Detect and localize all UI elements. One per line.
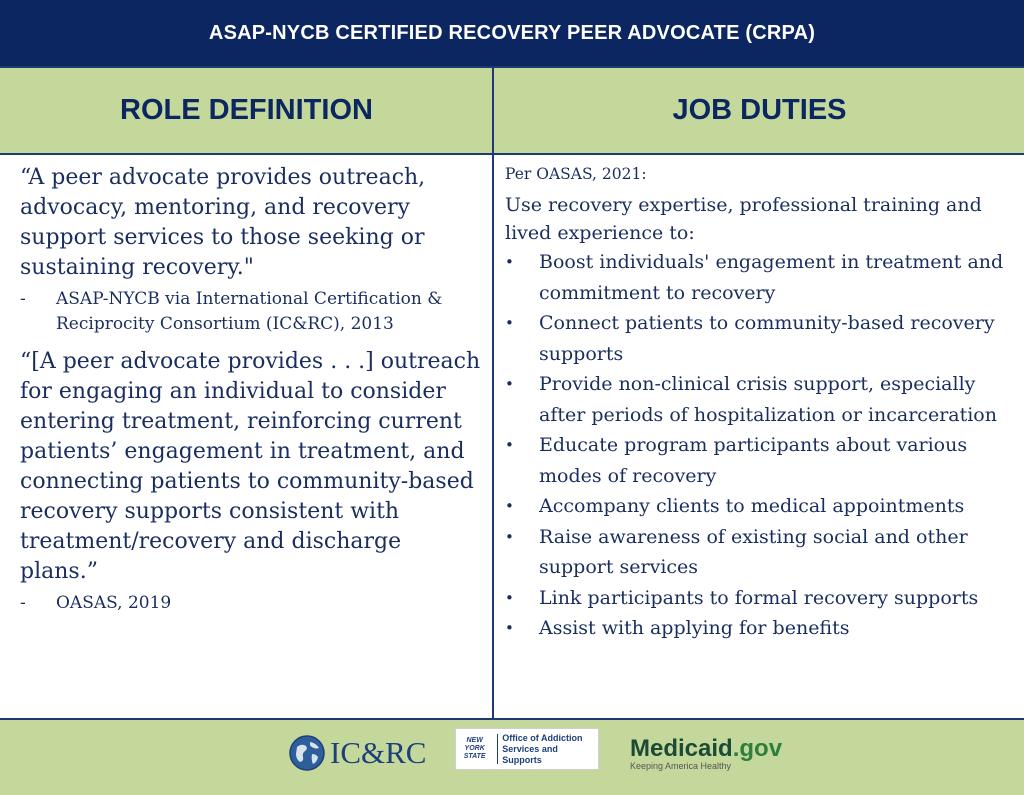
citation-text: ASAP-NYCB via International Certification & Reciprocity Consortium (IC&RC), 2013 xyxy=(56,289,443,334)
table-body-row xyxy=(0,155,1024,720)
duty-text: Connect patients to community-based recovery supports xyxy=(539,312,995,365)
job-duties-column xyxy=(505,163,1020,644)
duty-text: Raise awareness of existing social and other support services xyxy=(539,525,968,578)
duties-source: Per OASAS, 2021: xyxy=(505,165,647,183)
medicaid-logo-domain: .gov xyxy=(732,734,783,762)
duty-text: Provide non-clinical crisis support, especially after periods of hospitalization or incarceration xyxy=(539,373,997,426)
oasas-logo-line2: Services and Supports xyxy=(502,743,558,765)
icrc-logo-text: IC&RC xyxy=(330,735,427,770)
citation-text: OASAS, 2019 xyxy=(56,593,172,613)
bullet-icon: • xyxy=(505,588,514,607)
duty-text: Link participants to formal recovery supports xyxy=(539,586,979,609)
duty-text: Accompany clients to medical appointments xyxy=(539,495,965,517)
bullet-icon: • xyxy=(505,527,514,546)
bullet-icon: • xyxy=(505,497,514,515)
medicaid-tagline: Keeping America Healthy xyxy=(630,760,732,771)
header-job-duties: JOB DUTIES xyxy=(672,94,847,126)
role-definition-column xyxy=(20,163,485,616)
list-item xyxy=(505,613,1020,644)
list-item xyxy=(505,522,1020,583)
citation-dash: - xyxy=(20,593,26,613)
citation-dash: - xyxy=(20,289,26,309)
bullet-icon: • xyxy=(505,619,514,637)
table-header-row xyxy=(0,66,1024,155)
list-item xyxy=(505,308,1020,369)
oasas-logo xyxy=(455,728,599,770)
list-item xyxy=(505,369,1020,430)
list-item xyxy=(505,247,1020,308)
list-item xyxy=(505,583,1020,614)
icrc-logo xyxy=(288,728,428,778)
quote-oasas: “[A peer advocate provides . . .] outreach for engaging an individual to consider entering treatment, reinforcing current patients’ engagement in treatment, and connecting patients to community-based recovery supports consistent with treatment/recovery and discharge plans.” xyxy=(20,349,481,584)
bullet-icon: • xyxy=(505,375,514,393)
duties-list xyxy=(505,247,1020,644)
bullet-icon: • xyxy=(505,253,514,271)
citation-oasas xyxy=(20,591,485,616)
oasas-logo-line1: Office of Addiction xyxy=(502,732,583,743)
citation-icrc xyxy=(20,287,485,337)
duties-intro: Use recovery expertise, professional training and lived experience to: xyxy=(505,194,982,244)
list-item xyxy=(505,491,1020,522)
medicaid-logo xyxy=(630,728,783,778)
logo-footer xyxy=(0,720,1024,795)
globe-icon xyxy=(288,734,326,772)
bullet-icon: • xyxy=(505,314,514,332)
duty-text: Educate program participants about various modes of recovery xyxy=(539,434,968,487)
quote-icrc: “A peer advocate provides outreach, advocacy, mentoring, and recovery support services to those seeking or sustaining recovery." xyxy=(20,165,426,280)
header-role-definition: ROLE DEFINITION xyxy=(120,94,373,126)
duty-text: Assist with applying for benefits xyxy=(539,617,850,639)
content-table xyxy=(0,66,1024,720)
page-title: ASAP-NYCB CERTIFIED RECOVERY PEER ADVOCATE (CRPA) xyxy=(0,0,1024,66)
list-item xyxy=(505,430,1020,491)
nys-state-logo: NEW YORK STATE xyxy=(463,737,486,760)
duty-text: Boost individuals' engagement in treatment and commitment to recovery xyxy=(539,251,1004,304)
column-divider xyxy=(492,66,494,720)
medicaid-logo-text: Medicaid xyxy=(630,734,733,762)
bullet-icon: • xyxy=(505,436,514,454)
